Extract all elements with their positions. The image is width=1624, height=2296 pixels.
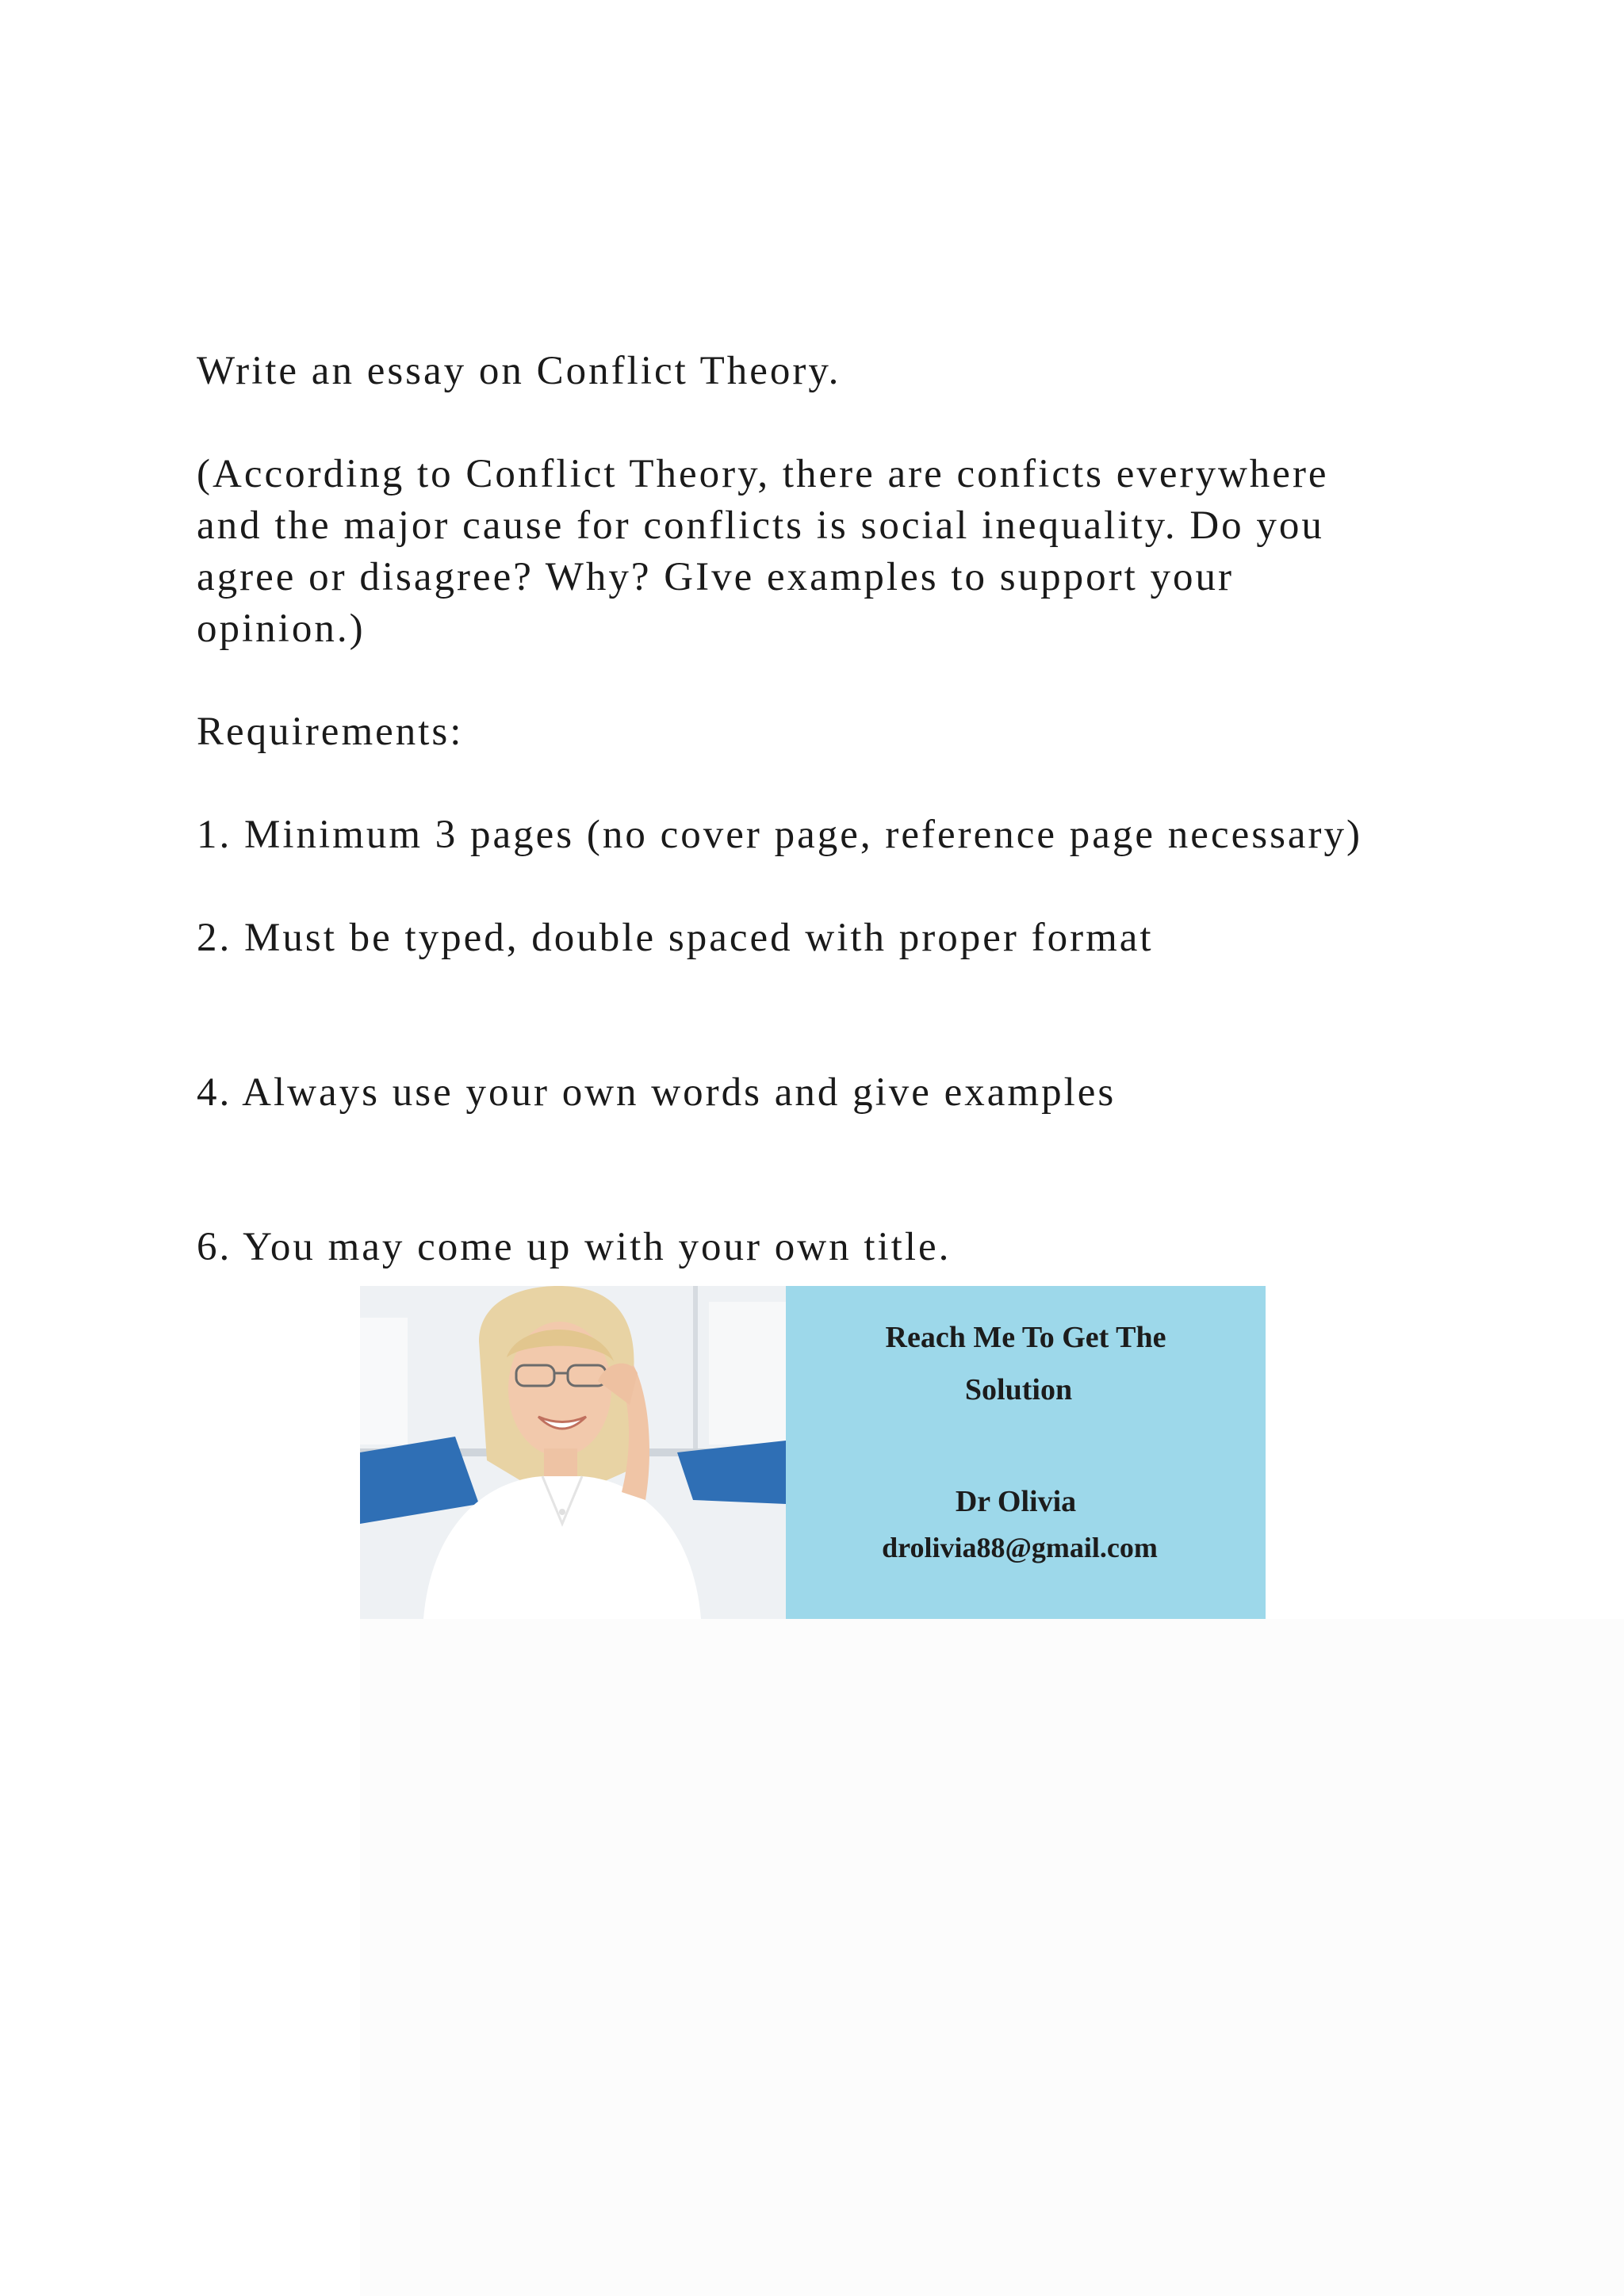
essay-prompt [197,346,1481,1273]
contact-info-panel [786,1286,1266,1619]
prompt-line: and the major cause for conflicts is social inequality. Do you [197,503,1324,548]
requirement-item: 1. Minimum 3 pages (no cover page, reference page necessary) [197,813,1363,857]
prompt-line: agree or disagree? Why? GIve examples to support your [197,555,1234,599]
contact-email[interactable]: drolivia88@gmail.com [882,1532,1158,1563]
prompt-line: opinion.) [197,607,366,651]
banner-heading [786,1311,1266,1416]
contact-banner [360,1286,1266,1619]
contact-name: Dr Olivia [955,1485,1077,1518]
prompt-line: (According to Conflict Theory, there are conficts everywhere [197,452,1329,496]
requirement-item: 2. Must be typed, double spaced with proper format [197,916,1154,960]
requirements-heading: Requirements: [197,710,464,754]
banner-heading-line: Reach Me To Get The [885,1321,1166,1354]
requirement-item: 6. You may come up with your own title. [197,1225,952,1269]
banner-heading-line: Solution [964,1373,1073,1406]
woman-portrait-icon [360,1286,786,1619]
essay-title: Write an essay on Conflict Theory. [197,349,841,393]
tutor-photo [360,1286,786,1619]
requirement-item: 4. Always use your own words and give examples [197,1070,1116,1115]
page-shade [360,1619,1624,2296]
